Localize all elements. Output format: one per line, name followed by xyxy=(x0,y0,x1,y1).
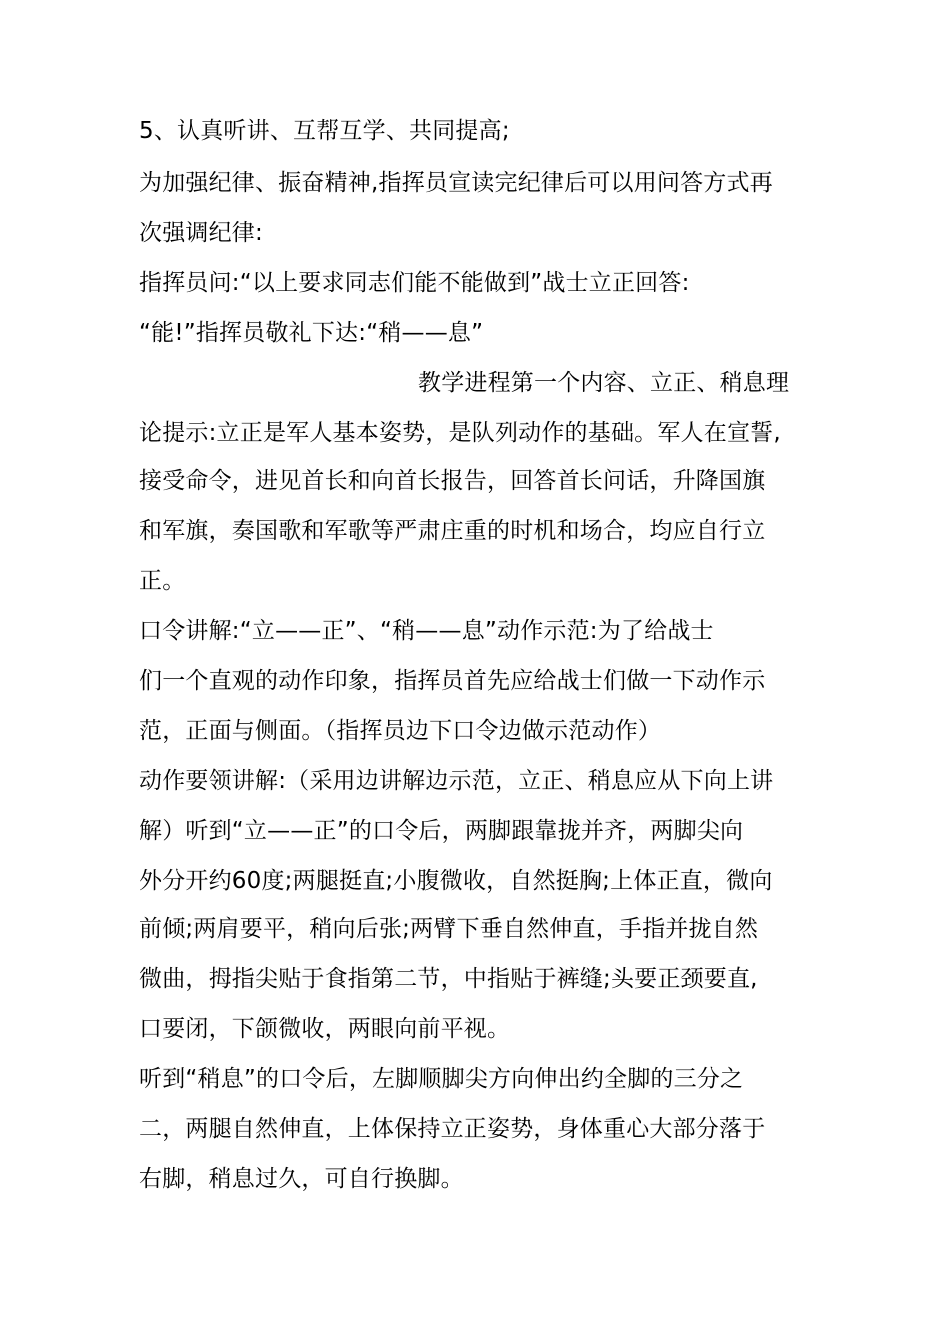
text-line: 正。 xyxy=(139,568,186,594)
text-line: 次强调纪律: xyxy=(139,220,263,246)
text-line: 二，两腿自然伸直，上体保持立正姿势，身体重心大部分落于 xyxy=(139,1116,766,1142)
section-heading-line: 教学进程第一个内容、立正、稍息理 xyxy=(418,370,790,396)
text-line: 外分开约60度;两腿挺直;小腹微收，自然挺胸;上体正直，微向 xyxy=(139,868,773,894)
text-line: 微曲，拇指尖贴于食指第二节，中指贴于裤缝;头要正颈要直, xyxy=(139,966,758,992)
text-line: 们一个直观的动作印象，指挥员首先应给战士们做一下动作示 xyxy=(139,668,766,694)
text-line: 和军旗，奏国歌和军歌等严肃庄重的时机和场合，均应自行立 xyxy=(139,518,766,544)
text-line: 解）听到“立——正”的口令后，两脚跟靠拢并齐，两脚尖向 xyxy=(139,818,744,844)
text-line: 范，正面与侧面。（指挥员边下口令边做示范动作） xyxy=(139,718,662,744)
text-line: “能!”指挥员敬礼下达:“稍——息” xyxy=(139,320,484,346)
text-line: 前倾;两肩要平，稍向后张;两臂下垂自然伸直，手指并拢自然 xyxy=(139,916,759,942)
text-line: 接受命令，进见首长和向首长报告，回答首长问话，升降国旗 xyxy=(139,468,766,494)
text-line: 听到“稍息”的口令后，左脚顺脚尖方向伸出约全脚的三分之 xyxy=(139,1066,744,1092)
text-line: 口要闭，下颌微收，两眼向前平视。 xyxy=(139,1016,511,1042)
text-line: 论提示:立正是军人基本姿势，是队列动作的基础。军人在宣誓, xyxy=(139,420,781,446)
text-line: 为加强纪律、振奋精神,指挥员宣读完纪律后可以用问答方式再 xyxy=(139,170,773,196)
text-line: 5、认真听讲、互帮互学、共同提高; xyxy=(139,118,510,144)
text-line: 口令讲解:“立——正”、“稍——息”动作示范:为了给战士 xyxy=(139,618,714,644)
text-line: 右脚，稍息过久，可自行换脚。 xyxy=(139,1166,464,1192)
text-line: 指挥员问:“以上要求同志们能不能做到”战士立正回答: xyxy=(139,270,690,296)
text-line: 动作要领讲解:（采用边讲解边示范，立正、稍息应从下向上讲 xyxy=(139,768,774,794)
